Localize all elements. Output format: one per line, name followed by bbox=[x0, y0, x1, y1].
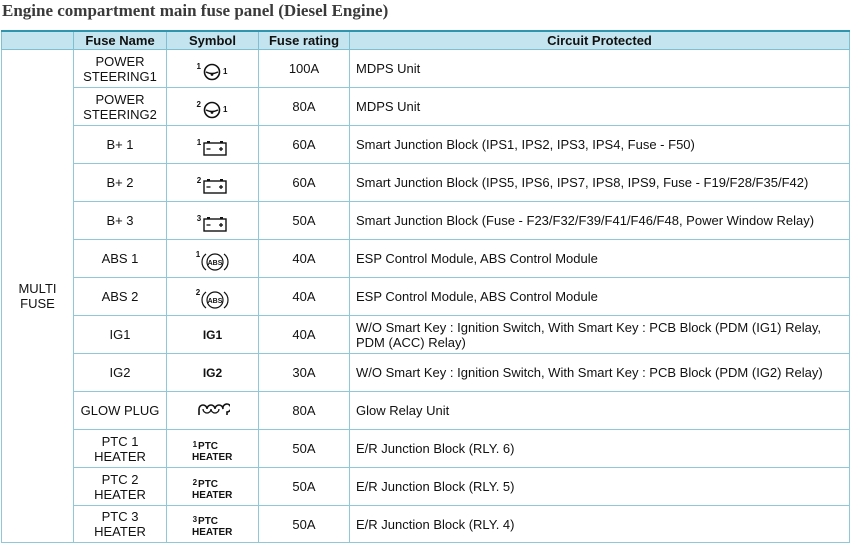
table-row bbox=[2, 278, 850, 316]
circuit-cell: Glow Relay Unit bbox=[350, 392, 850, 430]
battery-symbol bbox=[197, 215, 228, 233]
table-row bbox=[2, 240, 850, 278]
table-row bbox=[2, 316, 850, 354]
ptc-heater-symbol bbox=[193, 516, 233, 538]
fuse-name-line2: HEATER bbox=[94, 486, 146, 502]
battery-icon bbox=[202, 215, 228, 233]
page-title: Engine compartment main fuse panel (Diesel Engine) bbox=[2, 1, 389, 20]
table-row bbox=[2, 164, 850, 202]
circuit-cell: ESP Control Module, ABS Control Module bbox=[350, 240, 850, 278]
symbol-cell bbox=[167, 506, 259, 543]
ig2-symbol-label: IG2 bbox=[202, 366, 223, 380]
glow-plug-icon bbox=[196, 400, 230, 418]
fuse-name-line1: PTC 3 bbox=[101, 509, 139, 524]
circuit-cell: E/R Junction Block (RLY. 4) bbox=[350, 506, 850, 543]
table-row bbox=[2, 468, 850, 506]
circuit-cell: E/R Junction Block (RLY. 6) bbox=[350, 430, 850, 468]
circuit-cell bbox=[350, 316, 850, 354]
fuse-name-line1: POWER bbox=[95, 91, 145, 107]
header-row bbox=[2, 31, 850, 50]
battery-icon bbox=[202, 139, 228, 157]
symbol-number: 2 bbox=[196, 175, 202, 185]
symbol-number: 2 bbox=[192, 477, 198, 487]
ptc-heater-symbol bbox=[193, 441, 233, 463]
fuse-name-line2: STEERING1 bbox=[83, 68, 157, 84]
ptc-label-line2: HEATER bbox=[192, 451, 233, 463]
table-row bbox=[2, 506, 850, 543]
circuit-cell: MDPS Unit bbox=[350, 88, 850, 126]
circuit-line1: W/O Smart Key : Ignition Switch, With Smart Key : PCB Block (PDM (IG1) Relay, bbox=[356, 319, 821, 335]
fuse-name-cell: ABS 2 bbox=[74, 278, 167, 316]
header-symbol: Symbol bbox=[167, 31, 259, 50]
table-row bbox=[2, 392, 850, 430]
symbol-cell bbox=[167, 240, 259, 278]
header-circuit: Circuit Protected bbox=[350, 31, 850, 50]
rating-cell: 50A bbox=[259, 468, 350, 506]
steering-wheel-symbol bbox=[197, 63, 229, 81]
rating-cell: 40A bbox=[259, 240, 350, 278]
battery-icon bbox=[202, 177, 228, 195]
ptc-label-line1: PTC bbox=[198, 516, 219, 527]
circuit-cell: E/R Junction Block (RLY. 5) bbox=[350, 468, 850, 506]
fuse-name-cell bbox=[74, 50, 167, 88]
circuit-cell: Smart Junction Block (IPS1, IPS2, IPS3, IPS4, Fuse - F50) bbox=[350, 126, 850, 164]
glow-plug-symbol bbox=[196, 400, 230, 418]
rating-cell: 80A bbox=[259, 88, 350, 126]
symbol-cell bbox=[167, 354, 259, 392]
rating-cell: 50A bbox=[259, 202, 350, 240]
header-fuse-name: Fuse Name bbox=[74, 31, 167, 50]
ptc-label-line2: HEATER bbox=[192, 489, 233, 501]
rating-cell: 40A bbox=[259, 316, 350, 354]
symbol-cell bbox=[167, 468, 259, 506]
rating-cell: 80A bbox=[259, 392, 350, 430]
rating-cell: 100A bbox=[259, 50, 350, 88]
rating-cell: 40A bbox=[259, 278, 350, 316]
abs-symbol bbox=[196, 289, 229, 311]
fuse-name-line2: HEATER bbox=[94, 524, 146, 539]
circuit-cell: ESP Control Module, ABS Control Module bbox=[350, 278, 850, 316]
fuse-name-cell: GLOW PLUG bbox=[74, 392, 167, 430]
rating-cell: 50A bbox=[259, 430, 350, 468]
abs-icon-label: ABS bbox=[207, 297, 223, 305]
symbol-suffix: 1 bbox=[223, 104, 228, 114]
steering-wheel-icon bbox=[202, 63, 222, 81]
rating-cell: 50A bbox=[259, 506, 350, 543]
header-fuse-rating: Fuse rating bbox=[259, 31, 350, 50]
fuse-name-line1: POWER bbox=[95, 53, 145, 69]
steering-wheel-symbol bbox=[197, 101, 229, 119]
symbol-number: 3 bbox=[192, 515, 198, 524]
ptc-heater-symbol bbox=[193, 479, 233, 501]
fuse-name-cell bbox=[74, 468, 167, 506]
circuit-cell: Smart Junction Block (Fuse - F23/F32/F39/F41/F46/F48, Power Window Relay) bbox=[350, 202, 850, 240]
abs-symbol bbox=[196, 251, 229, 273]
fuse-table bbox=[1, 30, 850, 543]
abs-icon bbox=[201, 251, 229, 273]
table-row bbox=[2, 50, 850, 88]
fuse-name-cell bbox=[74, 88, 167, 126]
fuse-name-cell: B+ 3 bbox=[74, 202, 167, 240]
table-row bbox=[2, 354, 850, 392]
table-row bbox=[2, 88, 850, 126]
symbol-number: 1 bbox=[195, 249, 201, 259]
battery-symbol bbox=[197, 177, 228, 195]
symbol-number: 1 bbox=[192, 439, 198, 449]
symbol-cell bbox=[167, 50, 259, 88]
ptc-label-line2: HEATER bbox=[192, 527, 233, 538]
symbol-cell bbox=[167, 88, 259, 126]
header-blank bbox=[2, 31, 74, 50]
battery-symbol bbox=[197, 139, 228, 157]
fuse-name-cell: IG1 bbox=[74, 316, 167, 354]
rating-cell: 30A bbox=[259, 354, 350, 392]
group-cell bbox=[2, 50, 74, 543]
steering-wheel-icon bbox=[202, 101, 222, 119]
fuse-name-cell bbox=[74, 506, 167, 543]
symbol-cell bbox=[167, 430, 259, 468]
symbol-cell bbox=[167, 164, 259, 202]
abs-icon bbox=[201, 289, 229, 311]
abs-icon-label: ABS bbox=[207, 259, 223, 267]
symbol-suffix: 1 bbox=[223, 66, 228, 76]
symbol-number: 2 bbox=[196, 99, 201, 109]
group-label-line2: FUSE bbox=[20, 296, 55, 311]
group-label-line1: MULTI bbox=[18, 281, 57, 296]
circuit-cell: Smart Junction Block (IPS5, IPS6, IPS7, IPS8, IPS9, Fuse - F19/F28/F35/F42) bbox=[350, 164, 850, 202]
symbol-cell bbox=[167, 392, 259, 430]
rating-cell: 60A bbox=[259, 126, 350, 164]
fuse-name-line2: HEATER bbox=[94, 448, 146, 464]
circuit-line2: PDM (ACC) Relay) bbox=[356, 334, 466, 350]
circuit-cell: W/O Smart Key : Ignition Switch, With Smart Key : PCB Block (PDM (IG2) Relay) bbox=[350, 354, 850, 392]
ptc-label-line1: PTC bbox=[198, 478, 219, 490]
table-row bbox=[2, 126, 850, 164]
symbol-number: 1 bbox=[196, 137, 202, 147]
ptc-label-line1: PTC bbox=[198, 440, 219, 452]
fuse-name-cell: B+ 2 bbox=[74, 164, 167, 202]
fuse-name-cell bbox=[74, 430, 167, 468]
table-row bbox=[2, 202, 850, 240]
symbol-cell bbox=[167, 278, 259, 316]
rating-cell: 60A bbox=[259, 164, 350, 202]
circuit-cell: MDPS Unit bbox=[350, 50, 850, 88]
fuse-name-line1: PTC 2 bbox=[101, 471, 139, 487]
symbol-number: 3 bbox=[196, 213, 202, 223]
symbol-number: 1 bbox=[196, 61, 201, 71]
symbol-cell bbox=[167, 126, 259, 164]
symbol-cell bbox=[167, 202, 259, 240]
ig1-symbol-label: IG1 bbox=[202, 328, 223, 342]
fuse-name-line2: STEERING2 bbox=[83, 106, 157, 122]
fuse-name-cell: B+ 1 bbox=[74, 126, 167, 164]
table-row bbox=[2, 430, 850, 468]
fuse-name-line1: PTC 1 bbox=[101, 433, 139, 449]
fuse-name-cell: IG2 bbox=[74, 354, 167, 392]
symbol-number: 2 bbox=[195, 287, 201, 297]
fuse-name-cell: ABS 1 bbox=[74, 240, 167, 278]
symbol-cell bbox=[167, 316, 259, 354]
